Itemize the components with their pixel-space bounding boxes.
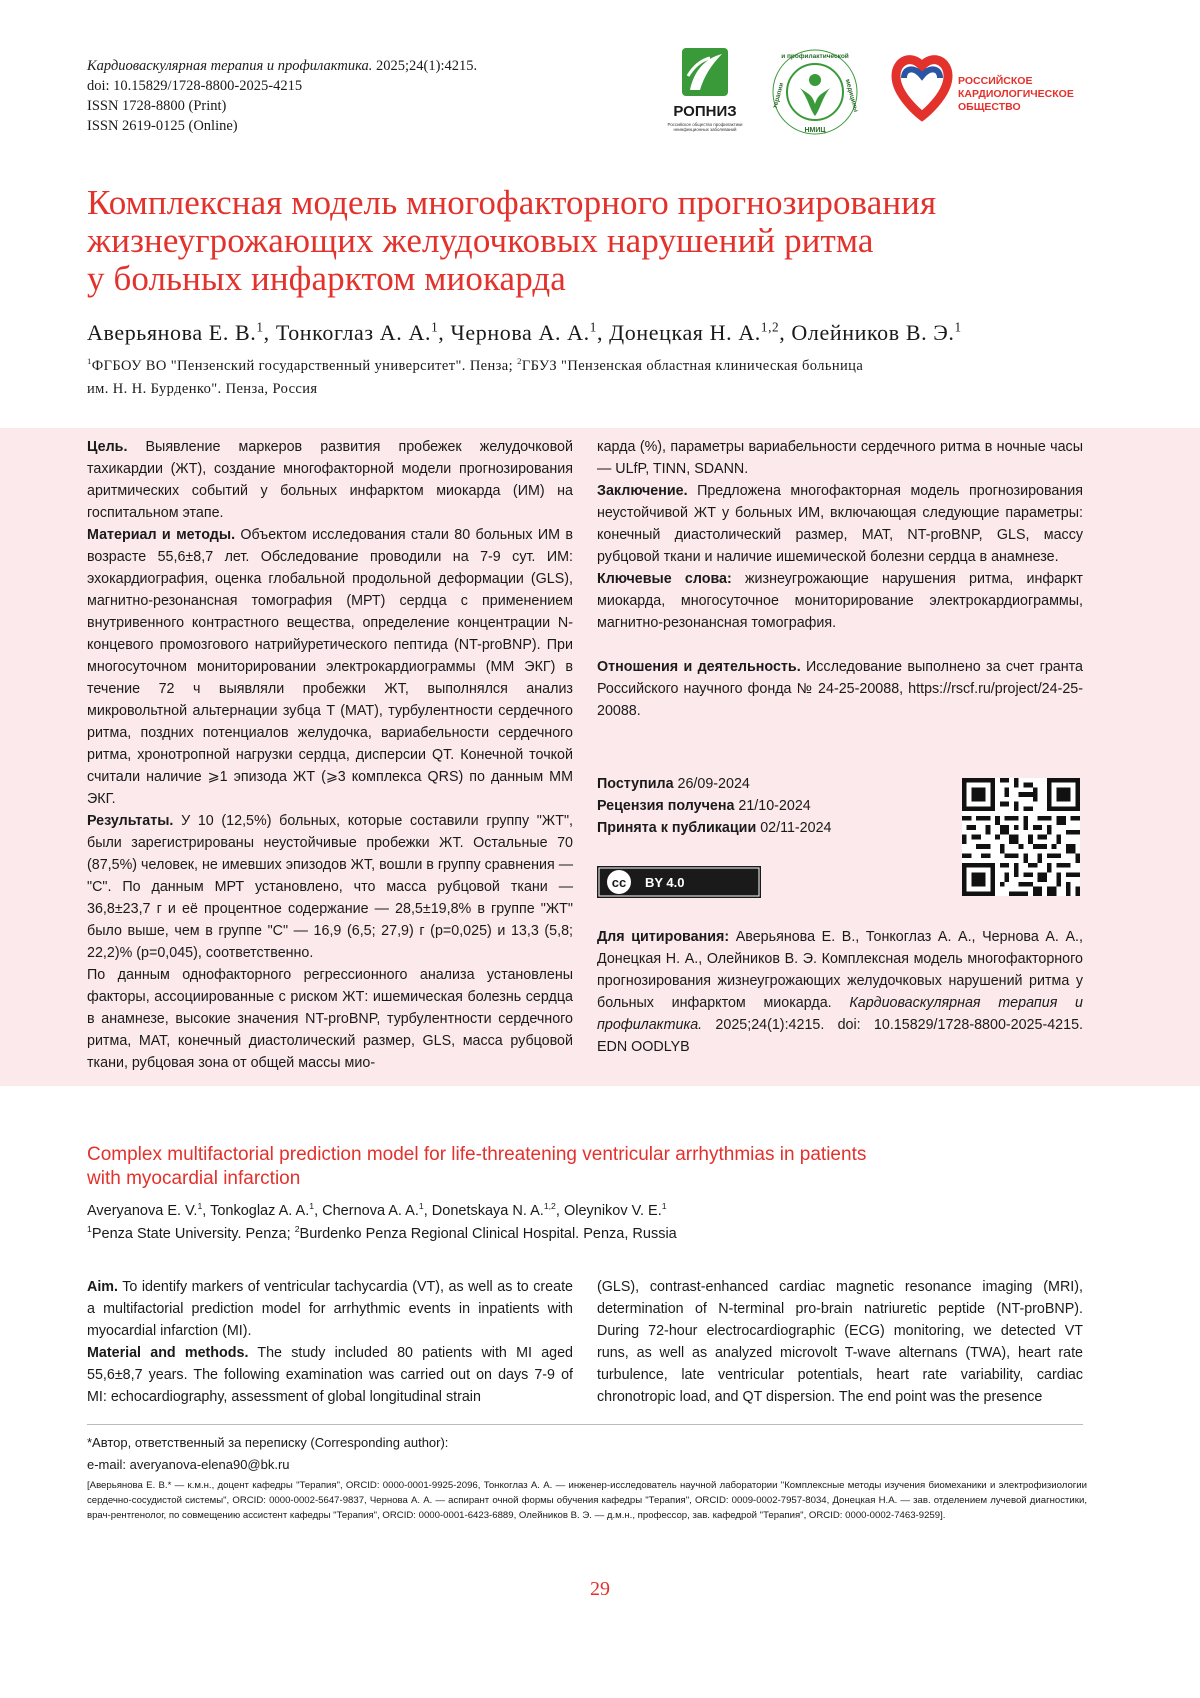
abstract-keywords <box>597 568 1083 634</box>
author-sup: 1 <box>309 1201 314 1211</box>
review-label: Рецензия получена <box>597 798 734 814</box>
journal-header <box>87 56 477 136</box>
author-ru: Тонкоглаз А. А. <box>276 320 431 345</box>
affil-text: Penza State University. Penza; <box>92 1226 295 1242</box>
section-text: Предложена многофакторная модель прогнозирования неустойчивой ЖТ у больных ИМ, включающая следующие параметры: конечный диастолический размер, МАТ, NT-proBNP, GLS, массу рубцовой ткани и наличие ишемической болезни сердца в анамнезе. <box>597 483 1083 565</box>
affil-sup: 1 <box>87 1224 92 1234</box>
section-text: Выявление маркеров развития пробежек желудочковой тахикардии (ЖТ), создание многофакторной модели прогнозирования аритмических событий у больных инфарктом миокарда (ИМ) на госпитальном этапе. <box>87 439 573 521</box>
affil-text: ГБУЗ "Пензенская областная клиническая больница <box>522 358 863 374</box>
affil-text: Burdenko Penza Regional Clinical Hospital. Penza, Russia <box>300 1226 677 1242</box>
society-logos <box>660 46 1120 141</box>
section-label: Цель. <box>87 439 127 455</box>
ropniz-sub1: Российское общество профилактики <box>668 122 744 127</box>
section-text: The study included 80 patients with MI aged 55,6±8,7 years. The following examination was carried out on days 7-9 of MI: echocardiography, assessment of global longitudinal strain <box>87 1345 573 1405</box>
nmic-left-text: терапии <box>772 82 786 109</box>
author-ru: Олейников В. Э. <box>791 320 954 345</box>
issn-print: ISSN 1728-8800 (Print) <box>87 96 477 116</box>
nmic-bottom-text: НМИЦ <box>804 127 826 134</box>
author-sup: 1 <box>662 1201 667 1211</box>
author-en: Averyanova E. V. <box>87 1203 197 1219</box>
section-text: Объектом исследования стали 80 больных ИМ в возрасте 55,6±8,7 лет. Обследование проводили на 7-9 сут. ИМ: эхокардиография, оценка глобальной продольной деформации (GLS), магнитно-резонансная томография (МРТ) сердца с применением внутривенного контрастного вещества, определение концентрации N-концевого промозгового натрийуретического пептида (NT-proBNP). При многосуточном мониторировании электрокардиограммы (ММ ЭКГ) в течение 72 ч выявляли пробежки ЖТ, выполнялся анализ микровольтной альтернации зубца T (МАТ), турбулентности сердечного ритма, поздних потенциалов желудочка, вариабельности сердечного ритма, хронотропной нагрузки сердца, дисперсии QT. Конечной точкой считали наличие ⩾1 эпизода ЖТ (⩾3 комплекса QRS) по данным ММ ЭКГ. <box>87 527 573 807</box>
author-en: Chernova A. A. <box>322 1203 419 1219</box>
affiliations-ru <box>87 355 1127 401</box>
abstract-results <box>87 810 573 964</box>
section-label: Ключевые слова: <box>597 571 732 587</box>
corresponding-label: *Автор, ответственный за переписку (Corresponding author): <box>87 1432 448 1454</box>
title-ru-line2: жизнеугрожающих желудочковых нарушений ритма <box>87 222 1127 260</box>
abstract-aim <box>87 436 573 524</box>
abstract-en-methods-continued: (GLS), contrast-enhanced cardiac magnetic resonance imaging (MRI), determination of N-terminal pro-brain natriuretic peptide (NT-proBNP). During 72-hour electrocardiographic (ECG) monitoring, we detected VT runs, as well as analyzed microvolt T-wave alternans (TWA), heart rate turbulence, late ventricular potentials, heart rate variability, cardiac chronotropic load, and QT dispersion. The end point was the presence <box>597 1276 1083 1408</box>
rko-line3: ОБЩЕСТВО <box>958 101 1021 113</box>
cc-icon: cc <box>612 875 626 890</box>
affil-sup: 1 <box>87 356 92 366</box>
affil-sup: 2 <box>517 356 522 366</box>
doi: doi: 10.15829/1728-8800-2025-4215 <box>87 76 477 96</box>
nmic-logo <box>772 50 860 134</box>
abstract-en-left-column <box>87 1276 573 1408</box>
cc-license-badge[interactable] <box>597 866 761 898</box>
footnote-divider <box>87 1424 1083 1425</box>
author-sup: 1 <box>197 1201 202 1211</box>
affil-text: ФГБОУ ВО "Пензенский государственный университет". Пенза; <box>92 358 517 374</box>
nmic-right-text: медицины <box>844 78 860 113</box>
citation-text: Аверьянова Е. В., Тонкоглаз А. А., Чернова А. А., Донецкая Н. А., Олейников В. Э. Комплексная модель многофакторного прогнозирования жизнеугрожающих желудочковых нарушений ритма у больных инфарктом миокарда. <box>597 929 1083 1011</box>
author-sup: 1,2 <box>544 1201 556 1211</box>
author-ru: Донецкая Н. А. <box>609 320 761 345</box>
review-date: 21/10-2024 <box>734 798 810 814</box>
section-label: Material and methods. <box>87 1345 248 1361</box>
rko-logo <box>896 60 1074 116</box>
ropniz-logo <box>668 48 744 132</box>
abstract-ru-right-column <box>597 436 1083 722</box>
section-text: Исследование выполнено за счет гранта Российского научного фонда № 24-25-20088, https://rscf.ru/project/24-25-20088. <box>597 659 1083 719</box>
cc-by-label: BY 4.0 <box>645 875 685 890</box>
author-sup: 1 <box>419 1201 424 1211</box>
affil-sup: 2 <box>295 1224 300 1234</box>
title-ru-line1: Комплексная модель многофакторного прогнозирования <box>87 184 1127 222</box>
abstract-en-aim <box>87 1276 573 1342</box>
section-text: To identify markers of ventricular tachycardia (VT), as well as to create a multifactorial prediction model for arrhythmic events in inpatients with myocardial infarction (MI). <box>87 1279 573 1339</box>
title-ru-line3: у больных инфарктом миокарда <box>87 260 1127 298</box>
affil-text: им. Н. Н. Бурденко". Пенза, Россия <box>87 378 1127 401</box>
rko-line1: РОССИЙСКОЕ <box>958 74 1032 87</box>
abstract-methods <box>87 524 573 810</box>
abstract-conclusion <box>597 480 1083 568</box>
author-sup: 1 <box>431 320 438 335</box>
author-en: Tonkoglaz A. A. <box>210 1203 309 1219</box>
article-title-ru <box>87 184 1127 298</box>
title-en-line1: Complex multifactorial prediction model for life-threatening ventricular arrhythmias in patients <box>87 1143 1117 1167</box>
author-details: [Аверьянова Е. В.* — к.м.н., доцент кафедры "Терапия", ORCID: 0000-0001-9925-2096, Тонкоглаз А. А. — инженер-исследователь научной лаборатории "Комплексные методы изучения биомеханики и электрофизиологии сердечно-сосудистой системы", ORCID: 0000-0002-5647-9837, Чернова А. А. — аспирант очной формы обучения кафедры "Терапия", ORCID: 0009-0002-7957-8034, Донецкая Н.А. — зав. отделением лучевой диагностики, врач-рентгенолог, по совмещению ассистент кафедры "Терапия", ORCID: 0000-0001-6423-6889, Олейников В. Э. — д.м.н., профессор, зав. кафедрой "Терапия", ORCID: 0000-0002-7463-9259]. <box>87 1478 1087 1523</box>
citation-block <box>597 926 1083 1058</box>
author-sup: 1 <box>955 320 962 335</box>
section-label: Отношения и деятельность. <box>597 659 801 675</box>
accepted-date: 02/11-2024 <box>756 820 831 836</box>
citation-journal: Кардиоваскулярная терапия и профилактика. <box>597 995 1083 1033</box>
rko-line2: КАРДИОЛОГИЧЕСКОЕ <box>958 88 1074 100</box>
ropniz-sub2: неинфекционных заболеваний <box>674 127 737 132</box>
section-label: Aim. <box>87 1279 118 1295</box>
authors-ru: Аверьянова Е. В.1, Тонкоглаз А. А.1, Чернова А. А.1, Донецкая Н. А.1,2, Олейников В. Э.1 <box>87 320 962 346</box>
section-label: Заключение. <box>597 483 688 499</box>
section-label: Материал и методы. <box>87 527 235 543</box>
title-en-line2: with myocardial infarction <box>87 1167 1117 1191</box>
abstract-en-right-column <box>597 1276 1083 1408</box>
section-text: У 10 (12,5%) больных, которые составили группу "ЖТ", были зарегистрированы неустойчивые пробежки ЖТ. Остальные 70 (87,5%) человек, не имевших эпизодов ЖТ, вошли в группу сравнения — "С". По данным МРТ установлено, что масса рубцовой ткани — 36,8±23,7 г и её процентное содержание — 28,5±19,8% в группе "ЖТ" было выше, чем в группе "С" — 16,9 (6,5; 27,9) г (p=0,025) и 13,3 (5,8; 22,2)% (p=0,045), соответственно. <box>87 813 573 961</box>
authors-en: Averyanova E. V.1, Tonkoglaz A. A.1, Chernova A. A.1, Donetskaya N. A.1,2, Oleynikov V. E.1 <box>87 1203 667 1219</box>
citation-tail: 2025;24(1):4215. doi: 10.15829/1728-8800-2025-4215. EDN OODLYB <box>597 1017 1083 1055</box>
article-title-en <box>87 1143 1117 1191</box>
journal-issue: 2025;24(1):4215. <box>372 58 477 74</box>
accepted-label: Принята к публикации <box>597 820 756 836</box>
author-en: Donetskaya N. A. <box>432 1203 544 1219</box>
article-dates <box>597 773 832 839</box>
journal-name: Кардиоваскулярная терапия и профилактика. <box>87 58 372 74</box>
author-ru: Аверьянова Е. В. <box>87 320 256 345</box>
abstract-ru-left-column <box>87 436 573 1074</box>
author-sup: 1,2 <box>761 320 779 335</box>
section-text: жизнеугрожающие нарушения ритма, инфаркт миокарда, многосуточное мониторирование электрокардиограммы, магнитно-резонансная томография. <box>597 571 1083 631</box>
abstract-en-methods <box>87 1342 573 1408</box>
abstract-relations <box>597 656 1083 722</box>
corresponding-email: e-mail: averyanova-elena90@bk.ru <box>87 1454 448 1476</box>
issn-online: ISSN 2619-0125 (Online) <box>87 116 477 136</box>
corresponding-author <box>87 1432 448 1476</box>
page-number: 29 <box>0 1578 1200 1601</box>
author-sup: 1 <box>590 320 597 335</box>
affiliations-en <box>87 1226 677 1242</box>
received-date: 26/09-2024 <box>674 776 750 792</box>
author-ru: Чернова А. А. <box>450 320 589 345</box>
abstract-results-end: карда (%), параметры вариабельности сердечного ритма в ночные часы — ULfP, TINN, SDANN. <box>597 436 1083 480</box>
citation-label: Для цитирования: <box>597 929 729 945</box>
abstract-results-continued: По данным однофакторного регрессионного анализа установлены факторы, ассоциированные с риском ЖТ: ишемическая болезнь сердца в анамнезе, высокие значения NT-proBNP, турбулентности сердечного ритма, МАТ, конечный диастолический размер, GLS, масса рубцовой ткани, рубцовая зона от общей массы мио- <box>87 964 573 1074</box>
qr-code[interactable] <box>962 778 1080 896</box>
nmic-top-text: и профилактической <box>781 52 849 60</box>
author-sup: 1 <box>256 320 263 335</box>
ropniz-label: РОПНИЗ <box>673 103 736 120</box>
author-en: Oleynikov V. E. <box>564 1203 662 1219</box>
section-label: Результаты. <box>87 813 173 829</box>
received-label: Поступила <box>597 776 674 792</box>
